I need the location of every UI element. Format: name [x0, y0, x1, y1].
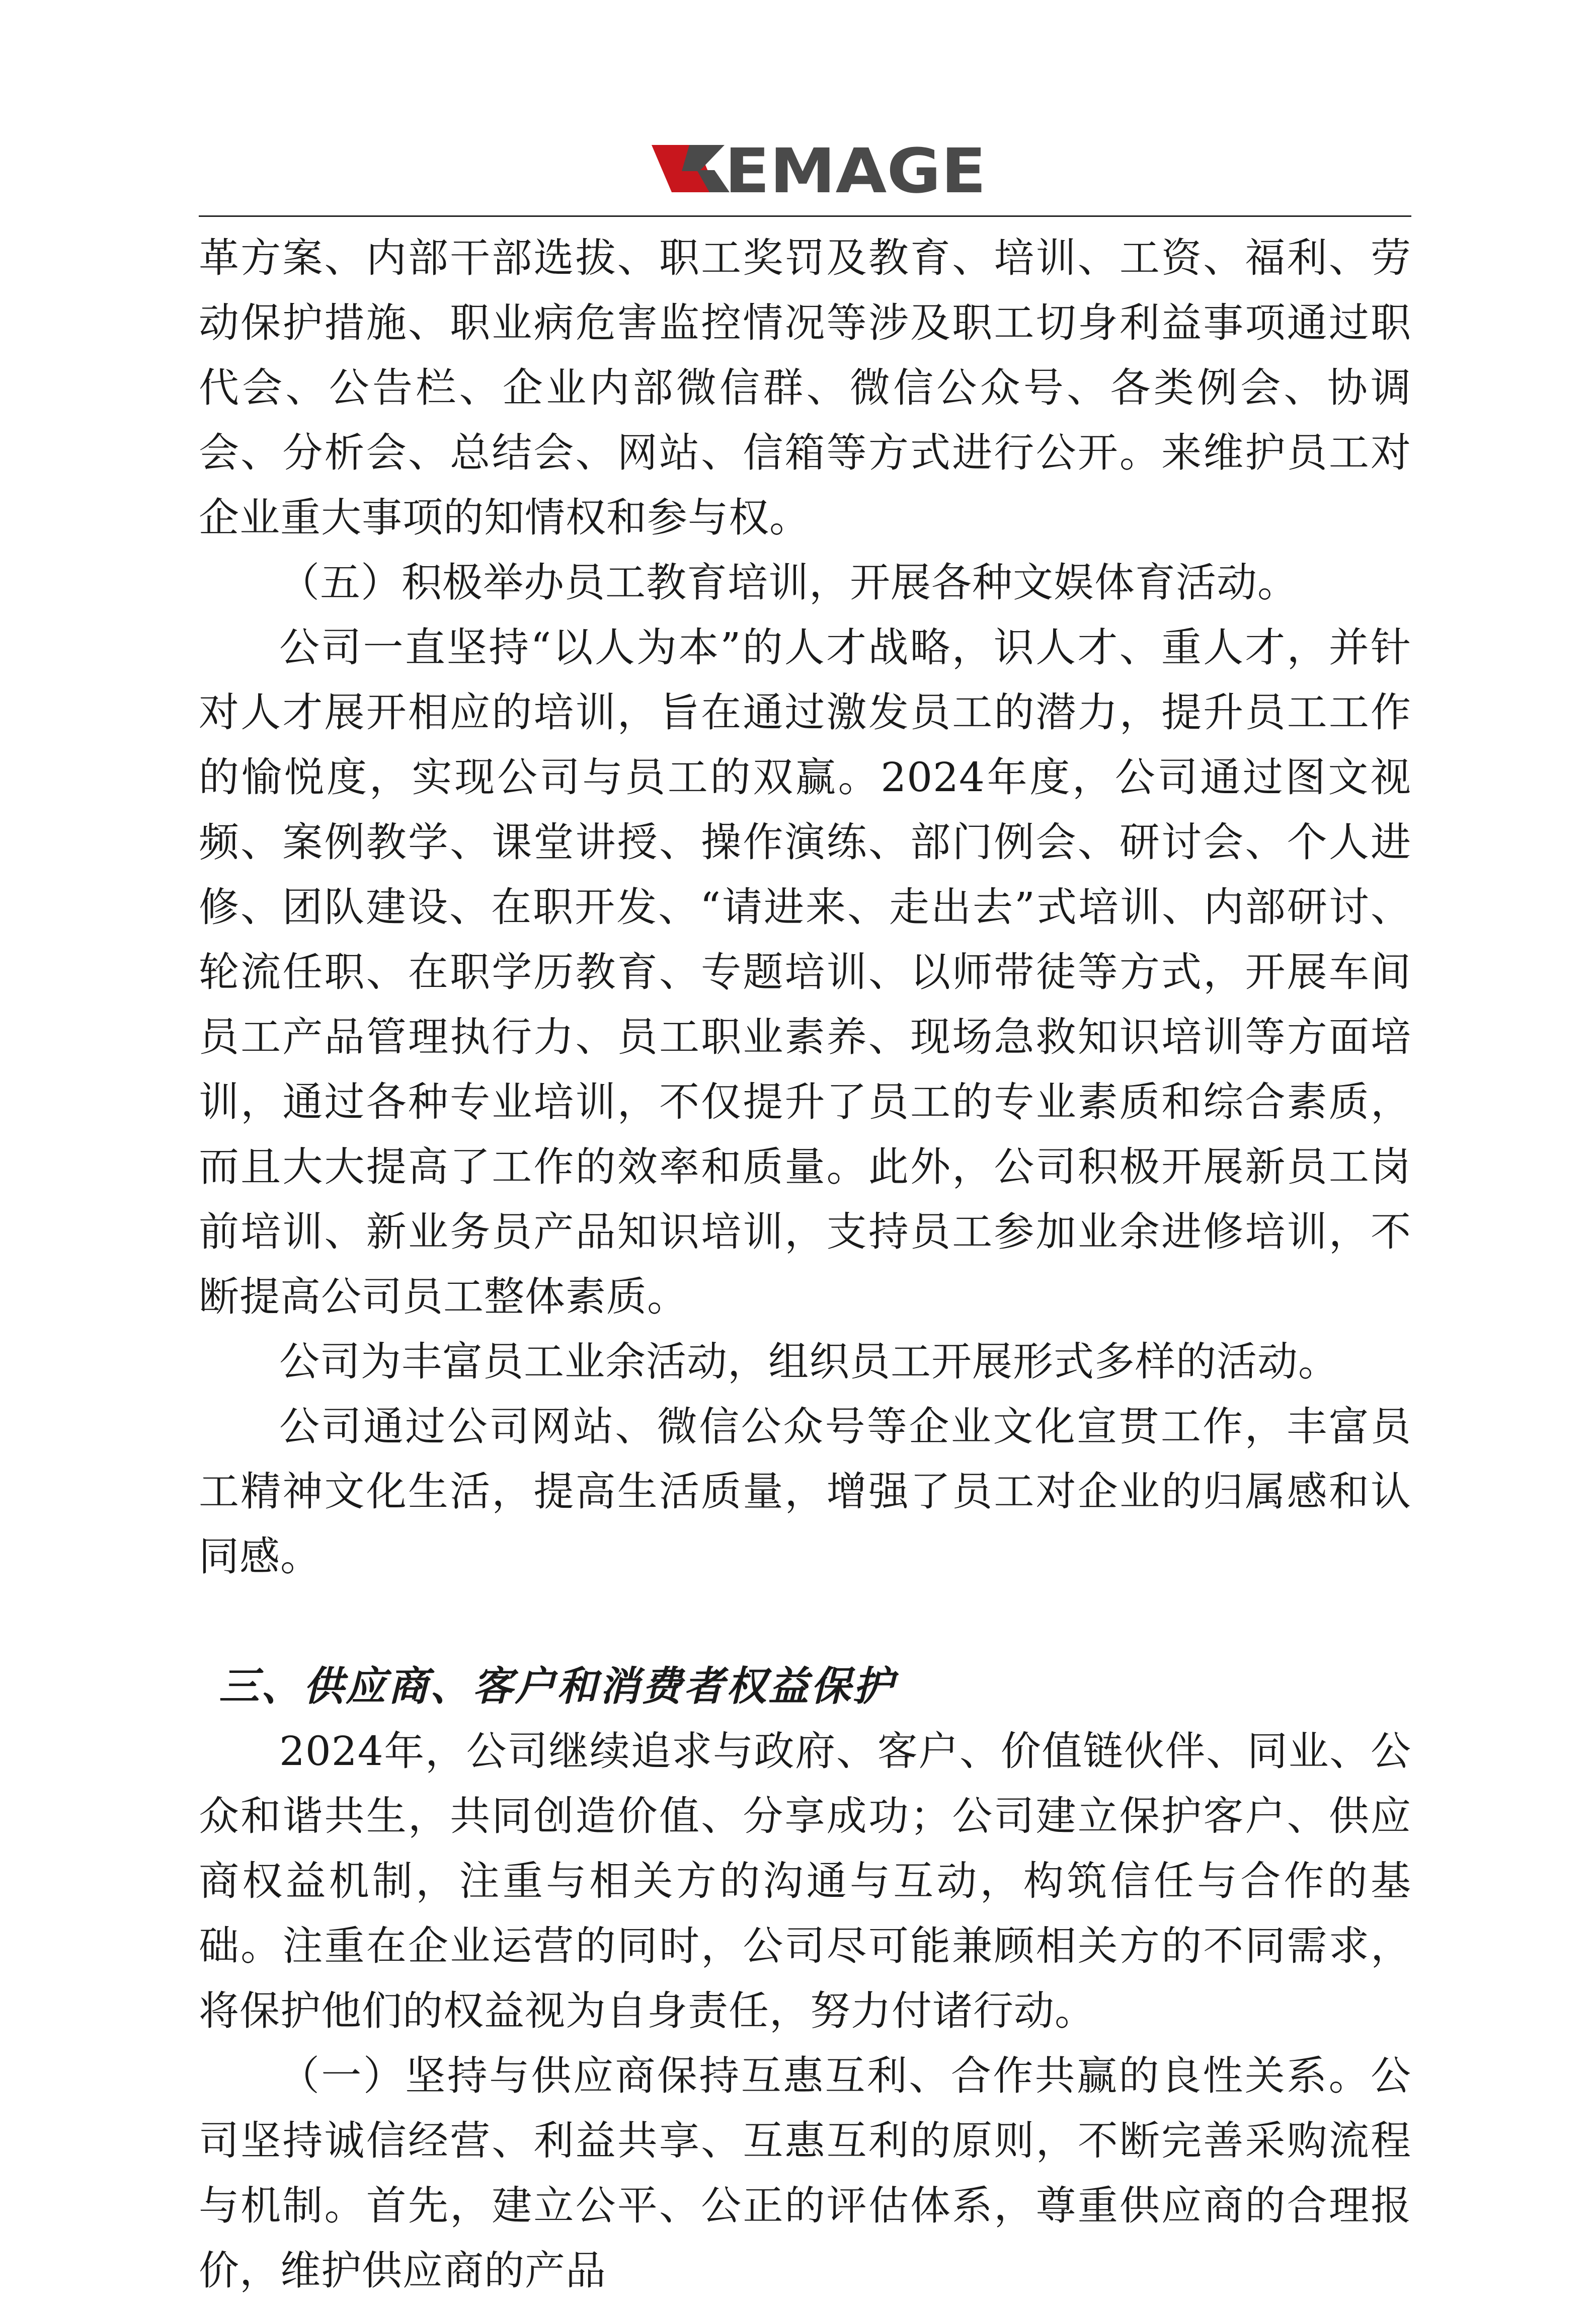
document-body	[199, 225, 1411, 2303]
paragraph-suppliers: （一）坚持与供应商保持互惠互利、合作共赢的良性关系。公司坚持诚信经营、利益共享、互惠互利的原则，不断完善采购流程与机制。首先，建立公平、公正的评估体系，尊重供应商的合理报价，维护供应商的产品	[199, 2052, 1411, 2294]
paragraph-activities: 公司为丰富员工业余活动，组织员工开展形式多样的活动。	[279, 1338, 1339, 1385]
header-divider	[199, 215, 1411, 217]
paragraph-training: 公司一直坚持“以人为本”的人才战略，识人才、重人才，并针对人才展开相应的培训，旨在通过激发员工的潜力，提升员工工作的愉悦度，实现公司与员工的双赢。2024年度，公司通过图文视频、案例教学、课堂讲授、操作演练、部门例会、研讨会、个人进修、团队建设、在职开发、“请进来、走出去”式培训、内部研讨、轮流任职、在职学历教育、专题培训、以师带徒等方式，开展车间员工产品管理执行力、员工职业素养、现场急救知识培训等方面培训，通过各种专业培训，不仅提升了员工的专业素质和综合素质，而且大大提高了工作的效率和质量。此外，公司积极开展新员工岗前培训、新业务员产品知识培训，支持员工参加业余进修培训，不断提高公司员工整体素质。	[199, 624, 1411, 1320]
page-header	[199, 136, 1411, 216]
kemage-logo	[642, 136, 994, 201]
paragraph-disclosure: 革方案、内部干部选拔、职工奖罚及教育、培训、工资、福利、劳动保护措施、职业病危害监控情况等涉及职工切身利益事项通过职代会、公告栏、企业内部微信群、微信公众号、各类例会、协调会、分析会、总结会、网站、信箱等方式进行公开。来维护员工对企业重大事项的知情权和参与权。	[199, 235, 1411, 541]
logo-wordmark: EMAGE	[725, 136, 986, 201]
paragraph-culture: 公司通过公司网站、微信公众号等企业文化宣贯工作，丰富员工精神文化生活，提高生活质量，增强了员工对企业的归属感和认同感。	[199, 1403, 1411, 1580]
section-heading-stakeholders: 三、供应商、客户和消费者权益保护	[219, 1662, 895, 1710]
subheading-training: （五）积极举办员工教育培训，开展各种文娱体育活动。	[279, 559, 1298, 606]
paragraph-stakeholders: 2024年，公司继续追求与政府、客户、价值链伙伴、同业、公众和谐共生，共同创造价值、分享成功；公司建立保护客户、供应商权益机制，注重与相关方的沟通与互动，构筑信任与合作的基础。注重在企业运营的同时，公司尽可能兼顾相关方的不同需求，将保护他们的权益视为自身责任，努力付诸行动。	[199, 1728, 1411, 2034]
